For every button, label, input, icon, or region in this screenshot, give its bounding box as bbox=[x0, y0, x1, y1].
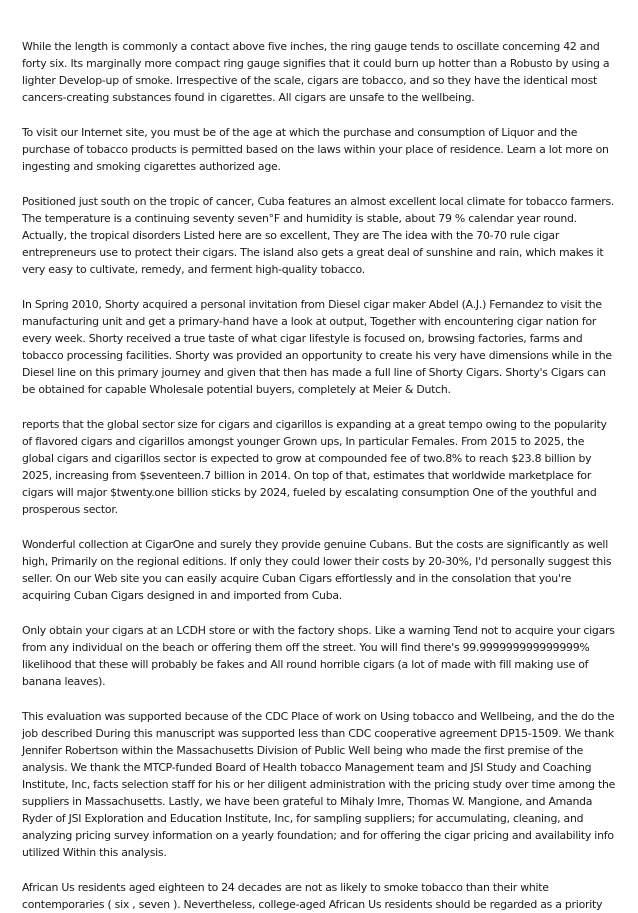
paragraph-cigarone-review: Wonderful collection at CigarOne and surely they provide genuine Cubans. But the costs are significantly as well high, Primarily on the regional editions. If only they could lower their costs by 20-30%, I'd personally suggest this seller. On our Web site you can easily acquire Cuban Cigars effortlessly and in the consolation that you're acquiring Cuban Cigars designed in and imported from Cuba. bbox=[22, 538, 612, 602]
paragraph-african-us-residents: African Us residents aged eighteen to 24 decades are not as likely to smoke tobacco than their white contemporaries ( six , seven ). Nevertheless, college-aged African Us residents should be regarded as a priority bbox=[22, 881, 603, 911]
paragraph-lcdh-warning: Only obtain your cigars at an LCDH store or with the factory shops. Like a warning Tend not to acquire your cigars from any individual on the beach or offering them off the street. You will find there's 99.999999999999999% likelihood that these will probably be fakes and All round horrible cigars (a lot of made with fill making use of banana leaves). bbox=[22, 624, 615, 688]
paragraph-market-size: reports that the global sector size for cigars and cigarillos is expanding at a great tempo owing to the popularity of flavored cigars and cigarillos amongst younger Grown ups, In particular Females. From 2015 to 2025, the global cigars and cigarillos sector is expected to grow at compounded fee of two.8% to reach $23.8 billion by 2025, increasing from $seventeen.7 billion in 2014. On top of that, estimates that worldwide marketplace for cigars will major $twenty.one billion sticks by 2024, fueled by escalating consumption One of the youthful and prosperous sector. bbox=[22, 418, 607, 516]
paragraph-age-notice: To visit our Internet site, you must be of the age at which the purchase and consumption of Liquor and the purchase of tobacco products is permitted based on the laws within your place of residence. Learn a lot more on ingesting and smoking cigarettes authorized age. bbox=[22, 126, 609, 173]
paragraph-acknowledgements: This evaluation was supported because of the CDC Place of work on Using tobacco and Wellbeing, and the do the job described During this manuscript was supported less than CDC cooperative agreement DP15-1509. We thank Jennifer Robertson within the Massachusetts Division of Public Well being who made the first premise of the analysis. We thank the MTCP-funded Board of Health tobacco Management team and JSI Study and Coaching Institute, Inc, facts selection staff for his or her diligent administration with the pricing study over time among the suppliers in Massachusetts. Lastly, we have been grateful to Mihaly Imre, Thomas W. Mangione, and Amanda Ryder of JSI Exploration and Education Institute, Inc, for sampling suppliers; for accumulating, cleaning, and analyzing pricing survey information on a yearly foundation; and for offering the cigar pricing and availability info utilized Within this analysis. bbox=[22, 710, 616, 859]
paragraph-cigar-size: While the length is commonly a contact above five inches, the ring gauge tends to oscillate concerning 42 and forty six. Its marginally more compact ring gauge signifies that it could burn up hotter than a Robusto by using a lighter Develop-up of smoke. Irrespective of the scale, cigars are tobacco, and so they have the identical most cancers-creating substances found in cigarettes. All cigars are unsafe to the wellbeing. bbox=[22, 40, 610, 104]
paragraph-shorty-cigars: In Spring 2010, Shorty acquired a personal invitation from Diesel cigar maker Abdel (A.J.) Fernandez to visit the manufacturing unit and get a primary-hand have a look at output, Together with encountering cigar nation for every week. Shorty received a true taste of what cigar lifestyle is focused on, browsing factories, farms and tobacco processing facilities. Shorty was provided an opportunity to create his very have dimensions while in the Diesel line on this primary journey and given that then has made a full line of Shorty Cigars. Shorty's Cigars can be obtained for capable Wholesale potential buyers, completely at Meier & Dutch. bbox=[22, 298, 612, 396]
paragraph-cuba-climate: Positioned just south on the tropic of cancer, Cuba features an almost excellent local climate for tobacco farmers. The temperature is a continuing seventy seven°F and humidity is stable, about 79 % calendar year round. Actually, the tropical disorders Listed here are so excellent, They are The idea with the 70-70 rule cigar entrepreneurs use to protect their cigars. The island also gets a great deal of sunshine and rain, which makes it very easy to cultivate, remedy, and ferment high-quality tobacco. bbox=[22, 195, 615, 276]
